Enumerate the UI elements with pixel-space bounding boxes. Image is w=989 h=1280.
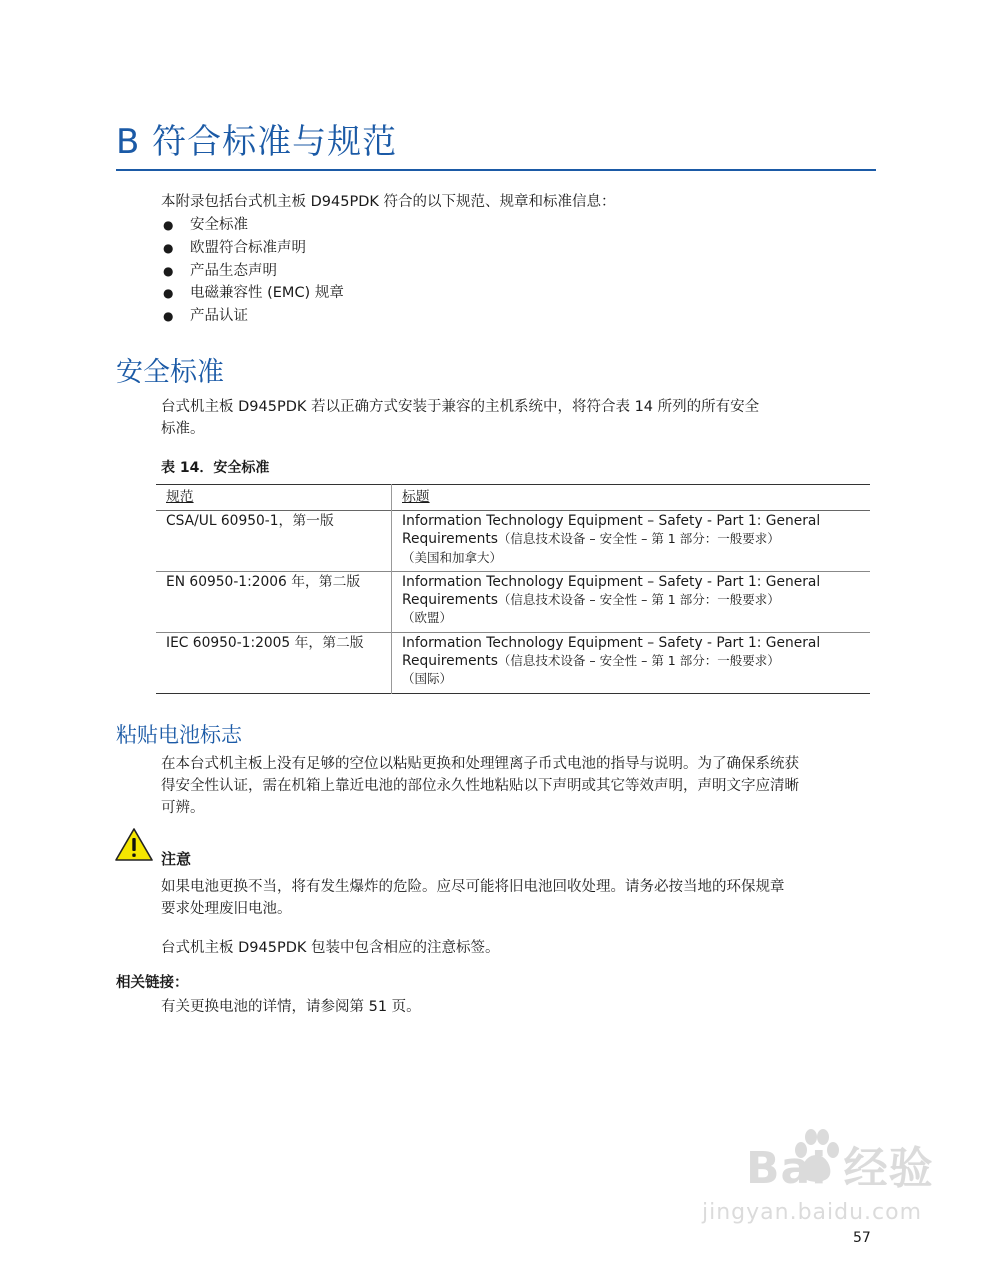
list-item: ● 产品认证 — [161, 305, 344, 328]
table-row — [156, 571, 870, 632]
caution-label: 注意 — [161, 850, 192, 868]
table-header-row — [156, 485, 870, 511]
label-note: 台式机主板 D945PDK 包装中包含相应的注意标签。 — [161, 940, 500, 956]
bullet-icon: ● — [163, 263, 174, 278]
bullet-icon: ● — [163, 240, 174, 255]
bullet-icon: ● — [163, 218, 174, 232]
title-cell: Information Technology Equipment – Safety - Part 1: General Requirements（信息技术设备 – 安全性 – 第 1 部分：一般要求） （国际） — [402, 634, 821, 687]
watermark-brand: Bai 经验 — [746, 1143, 934, 1194]
topic-list — [161, 214, 344, 328]
table-row — [156, 511, 870, 572]
list-item: ● 产品生态声明 — [161, 260, 344, 283]
list-item: ● 欧盟符合标准声明 — [161, 237, 344, 260]
related-links-label: 相关链接： — [116, 975, 189, 991]
related-links-text: 有关更换电池的详情，请参阅第 51 页。 — [161, 999, 421, 1015]
bullet-icon: ● — [163, 309, 174, 324]
chapter-rule — [116, 169, 876, 171]
spec-cell: EN 60950-1:2006 年，第二版 — [156, 571, 392, 632]
list-item: ● 安全标准 — [161, 214, 344, 237]
safety-heading: 安全标准 — [116, 357, 224, 388]
safety-standards-table — [156, 484, 870, 694]
caution-paragraph: 如果电池更换不当，将有发生爆炸的危险。应尽可能将旧电池回收处理。请务必按当地的环保规章 要求处理废旧电池。 — [161, 879, 785, 917]
bullet-icon: ● — [163, 286, 174, 301]
table-row — [156, 632, 870, 693]
column-header-spec: 规范 — [156, 485, 392, 511]
page-number: 57 — [853, 1230, 871, 1246]
title-cell: Information Technology Equipment – Safety - Part 1: General Requirements（信息技术设备 – 安全性 – 第 1 部分：一般要求） （美国和加拿大） — [402, 513, 821, 565]
watermark — [700, 1128, 940, 1240]
spec-cell: IEC 60950-1:2005 年，第二版 — [156, 632, 392, 693]
table-caption: 表 14．安全标准 — [161, 460, 270, 476]
intro-paragraph: 本附录包括台式机主板 D945PDK 符合的以下规范、规章和标准信息： — [161, 194, 616, 210]
spec-cell: CSA/UL 60950-1，第一版 — [156, 511, 392, 572]
chapter-title: B 符合标准与规范 — [116, 122, 398, 162]
column-header-title: 标题 — [402, 489, 430, 505]
warning-icon — [114, 827, 154, 863]
battery-paragraph: 在本台式机主板上没有足够的空位以粘贴更换和处理锂离子币式电池的指导与说明。为了确保系统获 得安全性认证，需在机箱上靠近电池的部位永久性地粘贴以下声明或其它等效声明，声明文字应清晰 可辨。 — [161, 756, 799, 816]
list-item: ● 电磁兼容性 (EMC) 规章 — [161, 282, 344, 305]
safety-paragraph: 台式机主板 D945PDK 若以正确方式安装于兼容的主机系统中，将符合表 14 所列的所有安全 标准。 — [161, 399, 760, 437]
watermark-url: jingyan.baidu.com — [702, 1200, 923, 1225]
title-cell: Information Technology Equipment – Safety - Part 1: General Requirements（信息技术设备 – 安全性 – 第 1 部分：一般要求） （欧盟） — [402, 573, 821, 626]
battery-heading: 粘贴电池标志 — [116, 723, 242, 747]
